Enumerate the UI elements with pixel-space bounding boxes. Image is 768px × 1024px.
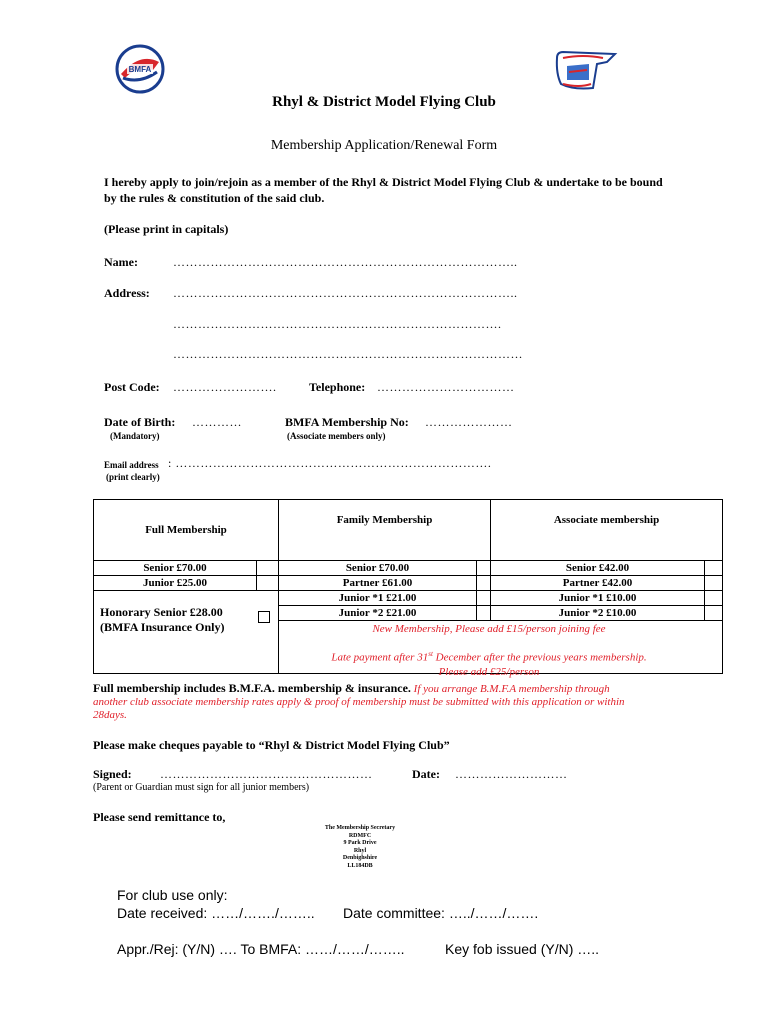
address-field-line-3[interactable]: …………………………………………………………………………	[173, 347, 523, 361]
date-label: Date:	[412, 767, 440, 781]
address-line: Rhyl	[353, 847, 367, 854]
assoc-junior2-checkbox[interactable]	[705, 606, 723, 621]
bmfa-number-field[interactable]: …………………	[425, 415, 513, 429]
declaration: I hereby apply to join/rejoin as a member of the Rhyl & District Model Flying Club & undertake to be bound by the rules & constitution of the said club.	[104, 175, 663, 205]
late-note-sup: st	[428, 650, 433, 658]
signed-label: Signed:	[93, 767, 132, 781]
family-senior-checkbox[interactable]	[477, 561, 491, 576]
address-line: LL184DB	[347, 862, 373, 869]
associate-membership-header: Associate membership	[491, 500, 723, 561]
assoc-partner-checkbox[interactable]	[705, 576, 723, 591]
name-field[interactable]: ………………………………………………………………………..	[173, 255, 518, 269]
dob-label: Date of Birth:	[104, 415, 176, 429]
postcode-field[interactable]: …………………….	[173, 380, 277, 394]
membership-table	[93, 499, 723, 678]
family-partner-label: Partner £61.00	[279, 576, 477, 591]
postcode-label: Post Code:	[104, 380, 160, 394]
honorary-cell	[94, 591, 279, 674]
family-junior1-label: Junior *1 £21.00	[279, 591, 477, 606]
honorary-note: (BMFA Insurance Only)	[100, 620, 225, 634]
bmfa-logo-text: BMFA	[128, 65, 152, 74]
address-line: Denbighshire	[342, 855, 378, 861]
guardian-note: (Parent or Guardian must sign for all junior members)	[93, 782, 310, 793]
family-junior2-label: Junior *2 £21.00	[279, 606, 477, 621]
honorary-label: Honorary Senior £28.00	[100, 605, 223, 619]
assoc-senior-label: Senior £42.00	[491, 561, 705, 576]
remittance-note: Please send remittance to,	[93, 810, 226, 824]
family-membership-header: Family Membership	[279, 500, 491, 561]
address-line: 9 Park Drive	[343, 840, 377, 846]
full-membership-note	[93, 682, 633, 722]
late-note-part-b: December after the previous years membership.	[432, 651, 647, 664]
assoc-senior-checkbox[interactable]	[705, 561, 723, 576]
telephone-field[interactable]: ……………………………	[377, 380, 515, 394]
family-junior1-checkbox[interactable]	[477, 591, 491, 606]
key-fob-field[interactable]: Key fob issued (Y/N) …..	[445, 941, 600, 957]
telephone-label: Telephone:	[309, 380, 366, 394]
full-membership-note-red: If you arrange B.M.F.A membership through another club associate membership rates apply & proof of membership must be submitted with this application or within 28days.	[93, 683, 625, 721]
assoc-junior1-checkbox[interactable]	[705, 591, 723, 606]
cheques-note: Please make cheques payable to “Rhyl & District Model Flying Club”	[93, 738, 450, 752]
family-partner-checkbox[interactable]	[477, 576, 491, 591]
family-junior2-checkbox[interactable]	[477, 606, 491, 621]
address-line: The Membership Secretary	[324, 825, 396, 831]
new-membership-note: New Membership, Please add £15/person joining fee	[372, 623, 606, 635]
full-membership-header: Full Membership	[94, 500, 279, 561]
late-payment-note	[279, 647, 699, 679]
honorary-checkbox[interactable]	[258, 611, 270, 623]
address-label: Address:	[104, 286, 150, 300]
assoc-partner-label: Partner £42.00	[491, 576, 705, 591]
assoc-junior1-label: Junior *1 £10.00	[491, 591, 705, 606]
print-note: (Please print in capitals)	[104, 222, 229, 236]
bmfa-number-note: (Associate members only)	[287, 431, 386, 441]
date-received-field[interactable]: Date received: ……/……./……..	[117, 905, 315, 921]
dob-field[interactable]: …………	[192, 415, 242, 429]
form-title: Membership Application/Renewal Form	[270, 138, 498, 153]
full-membership-note-bold: Full membership includes B.M.F.A. membership & insurance.	[93, 681, 411, 695]
name-label: Name:	[104, 255, 138, 269]
address-block	[300, 825, 420, 870]
address-field-line-1[interactable]: ………………………………………………………………………..	[173, 286, 518, 300]
fees-notes-cell	[279, 621, 723, 678]
approval-field[interactable]: Appr./Rej: (Y/N) …. To BMFA: ……/……/……..	[117, 941, 405, 957]
assoc-junior2-label: Junior *2 £10.00	[491, 606, 705, 621]
date-field[interactable]: ………………………	[455, 767, 568, 781]
signature-field[interactable]: ……………………………………………	[160, 767, 373, 781]
email-note: (print clearly)	[106, 472, 160, 482]
full-junior-label: Junior £25.00	[94, 576, 257, 591]
full-junior-checkbox[interactable]	[257, 576, 279, 591]
late-note-part-a: Late payment after 31	[331, 651, 429, 664]
bmfa-logo	[113, 44, 167, 94]
address-line: RDMFC	[348, 832, 372, 839]
late-note-part-c: Please add £25/person	[438, 665, 540, 678]
club-use-heading: For club use only:	[117, 887, 228, 903]
email-field[interactable]: : ………………………………………………………………….	[168, 456, 492, 470]
full-senior-checkbox[interactable]	[257, 561, 279, 576]
family-senior-label: Senior £70.00	[279, 561, 477, 576]
bmfa-number-label: BMFA Membership No:	[285, 415, 409, 429]
club-logo	[553, 50, 619, 92]
email-label: Email address	[104, 460, 159, 470]
club-title: Rhyl & District Model Flying Club	[272, 94, 496, 110]
address-field-line-2[interactable]: …………………………………………………………………….	[173, 317, 502, 331]
dob-note: (Mandatory)	[110, 431, 160, 441]
full-senior-label: Senior £70.00	[94, 561, 257, 576]
date-committee-field[interactable]: Date committee: …../……/…….	[343, 905, 539, 921]
